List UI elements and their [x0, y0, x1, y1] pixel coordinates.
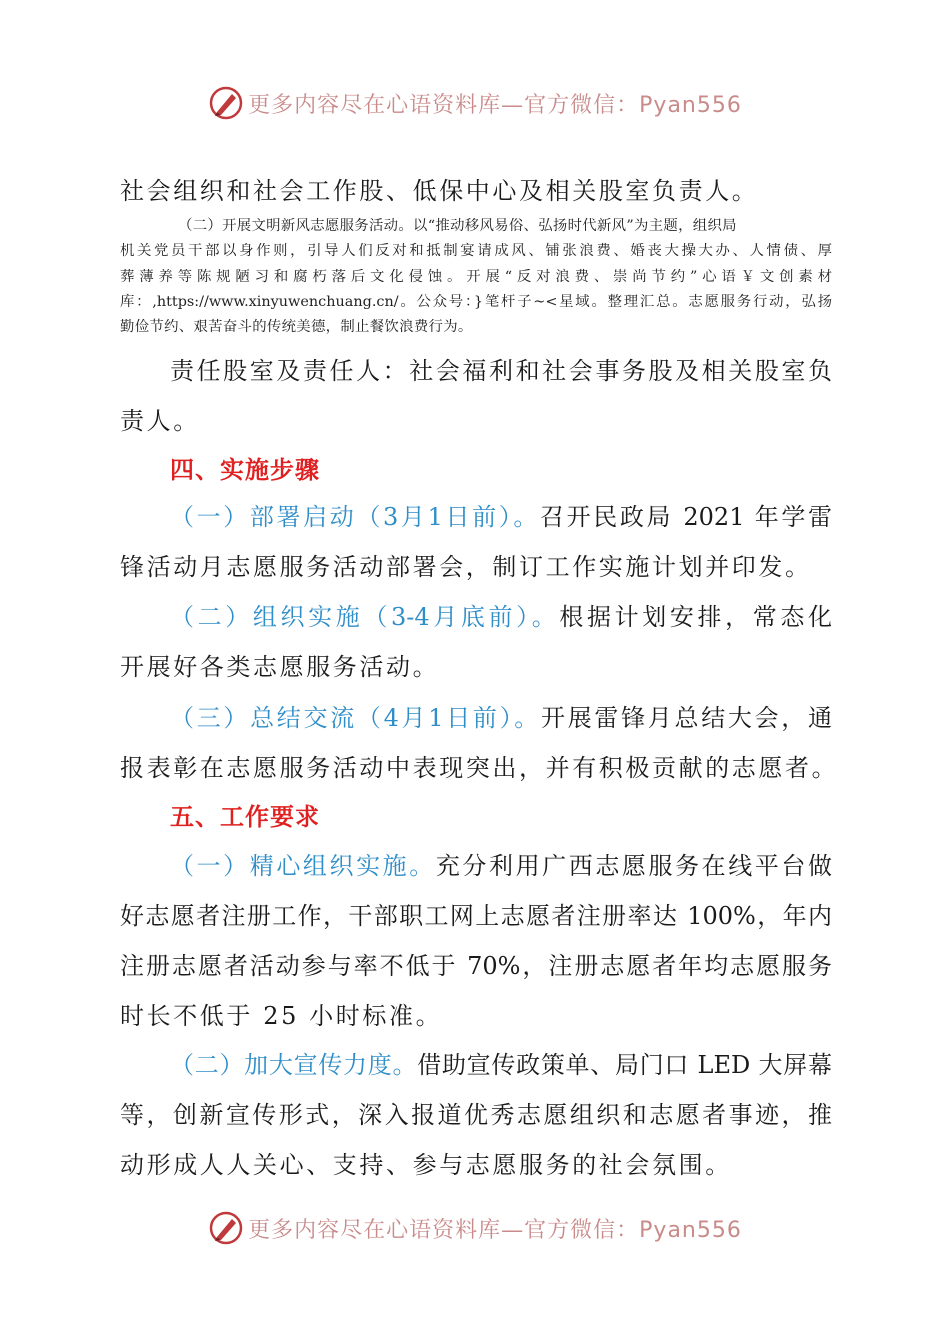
section-heading-4: 四、实施步骤 — [170, 456, 320, 484]
paragraph-line: （二）加大宣传力度。借助宣传政策单、局门口 LED 大屏幕 — [170, 1051, 832, 1079]
subheading: （二）加大宣传力度。 — [170, 1051, 418, 1079]
subheading: （三）总结交流（4月1日前）。 — [170, 704, 542, 732]
paragraph-line: 报表彰在志愿服务活动中表现突出，并有积极贡献的志愿者。 — [120, 754, 839, 782]
paragraph-line: 注册志愿者活动参与率不低于 70%，注册志愿者年均志愿服务 — [120, 952, 832, 980]
watermark-text: 更多内容尽在心语资料库—官方微信：Pyan556 — [248, 92, 742, 118]
paragraph-line: （二）组织实施（3-4月底前）。根据计划安排，常态化 — [170, 603, 833, 631]
paragraph-line: 社会组织和社会工作股、低保中心及相关股室负责人。 — [120, 177, 759, 205]
paragraph-line: 责人。 — [120, 407, 200, 435]
subheading: （一）精心组织实施。 — [170, 852, 436, 880]
pen-logo-icon — [208, 85, 244, 121]
small-paragraph-line: 勤俭节约、艰苦奋斗的传统美德，制止餐饮浪费行为。 — [120, 319, 473, 335]
footer-watermark — [0, 1208, 950, 1248]
paragraph-line: 时长不低于 25 小时标准。 — [120, 1002, 443, 1030]
header-watermark — [0, 83, 950, 123]
watermark-text: 更多内容尽在心语资料库—官方微信：Pyan556 — [248, 1217, 742, 1243]
paragraph-line: 动形成人人关心、支持、参与志愿服务的社会氛围。 — [120, 1151, 732, 1179]
paragraph-line: （三）总结交流（4月1日前）。开展雷锋月总结大会，通 — [170, 704, 832, 732]
small-paragraph-line: 机关党员干部以身作则，引导人们反对和抵制宴请成风、铺张浪费、婚丧大操大办、人情债、厚 — [120, 243, 832, 259]
paragraph-line: 开展好各类志愿服务活动。 — [120, 653, 440, 681]
pen-logo-icon — [208, 1210, 244, 1246]
paragraph-line: 责任股室及责任人：社会福利和社会事务股及相关股室负 — [170, 357, 832, 385]
paragraph-line: （一）精心组织实施。充分利用广西志愿服务在线平台做 — [170, 852, 833, 880]
paragraph-line: 好志愿者注册工作，干部职工网上志愿者注册率达 100%，年内 — [120, 902, 832, 930]
paragraph-line: 锋活动月志愿服务活动部署会，制订工作实施计划并印发。 — [120, 553, 812, 581]
paragraph-line: 等，创新宣传形式，深入报道优秀志愿组织和志愿者事迹，推 — [120, 1101, 832, 1129]
small-paragraph-line: 库：,https://www.xinyuwenchuang.cn/。公众号：}笔杆子~<星域。整理汇总。志愿服务行动，弘扬 — [120, 294, 832, 310]
subheading: （二）组织实施（3-4月底前）。 — [170, 603, 560, 631]
small-paragraph-line: 葬薄养等陈规陋习和腐朽落后文化侵蚀。开展“反对浪费、崇尚节约”心语￥文创素材 — [120, 269, 832, 285]
small-paragraph-line: （二）开展文明新风志愿服务活动。以“推动移风易俗、弘扬时代新风”为主题，组织局 — [178, 218, 737, 234]
subheading: （一）部署启动（3月1日前）。 — [170, 503, 540, 531]
paragraph-line: （一）部署启动（3月1日前）。召开民政局 2021 年学雷 — [170, 503, 832, 531]
section-heading-5: 五、工作要求 — [170, 803, 320, 831]
